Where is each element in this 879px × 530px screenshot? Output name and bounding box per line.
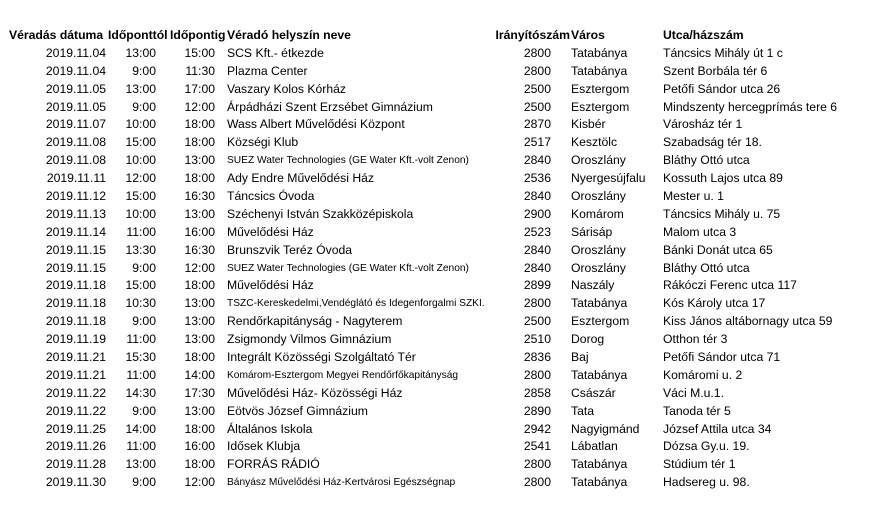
cell-from: 13:30 bbox=[125, 242, 156, 257]
cell-street: Tanoda tér 5 bbox=[663, 403, 731, 418]
cell-place: Széchenyi István Szakközépiskola bbox=[227, 206, 414, 221]
cell-zip: 2800 bbox=[523, 45, 551, 60]
cell-street: Táncsics Mihály u. 75 bbox=[663, 206, 781, 221]
cell-date: 2019.11.26 bbox=[45, 439, 106, 454]
cell-place: Művelődési Ház- Közösségi Ház bbox=[227, 385, 403, 400]
cell-city: Esztergom bbox=[571, 99, 630, 114]
cell-to: 17:30 bbox=[184, 385, 215, 400]
cell-from: 11:00 bbox=[126, 439, 156, 454]
table-row bbox=[0, 242, 879, 260]
cell-street: Kossuth Lajos utca 89 bbox=[663, 171, 783, 186]
cell-place: Árpádházi Szent Erzsébet Gimnázium bbox=[227, 99, 433, 114]
cell-place: Eötvös József Gimnázium bbox=[227, 403, 368, 418]
cell-date: 2019.11.21 bbox=[45, 350, 106, 365]
table-row bbox=[0, 385, 879, 403]
cell-zip: 2500 bbox=[523, 314, 551, 329]
cell-zip: 2541 bbox=[523, 439, 551, 454]
cell-from: 11:00 bbox=[126, 332, 156, 347]
cell-street: Komáromi u. 2 bbox=[663, 367, 743, 382]
cell-city: Tatabánya bbox=[571, 475, 628, 490]
cell-city: Kesztölc bbox=[571, 135, 618, 150]
cell-from: 10:00 bbox=[125, 206, 156, 221]
table-row bbox=[0, 331, 879, 349]
cell-city: Császár bbox=[571, 385, 616, 400]
table-row bbox=[0, 367, 879, 385]
cell-city: Tata bbox=[571, 403, 595, 418]
cell-to: 13:00 bbox=[184, 206, 215, 221]
cell-to: 13:00 bbox=[184, 314, 215, 329]
cell-date: 2019.11.30 bbox=[45, 475, 106, 490]
cell-zip: 2890 bbox=[523, 403, 551, 418]
header-zip: Irányítószám bbox=[495, 28, 570, 42]
table-row bbox=[0, 206, 879, 224]
cell-city: Naszály bbox=[571, 278, 615, 293]
cell-from: 9:00 bbox=[132, 99, 156, 114]
table-row bbox=[0, 474, 879, 492]
cell-from: 15:00 bbox=[125, 189, 156, 204]
table-row bbox=[0, 224, 879, 242]
cell-place: SUEZ Water Technologies (GE Water Kft.-volt Zenon) bbox=[227, 262, 469, 274]
cell-city: Esztergom bbox=[571, 314, 630, 329]
cell-date: 2019.11.12 bbox=[45, 189, 106, 204]
cell-place: Brunszvik Teréz Óvoda bbox=[227, 242, 353, 257]
cell-street: Otthon tér 3 bbox=[663, 332, 728, 347]
cell-street: Mester u. 1 bbox=[663, 189, 724, 204]
cell-zip: 2840 bbox=[523, 260, 551, 275]
cell-city: Oroszlány bbox=[571, 260, 626, 275]
cell-from: 15:00 bbox=[125, 135, 156, 150]
table-row bbox=[0, 99, 879, 117]
blood-donation-table bbox=[0, 27, 879, 492]
header-date: Véradás dátuma bbox=[9, 28, 104, 42]
cell-zip: 2523 bbox=[523, 224, 551, 239]
cell-to: 14:00 bbox=[184, 367, 215, 382]
cell-from: 11:00 bbox=[126, 224, 156, 239]
cell-to: 16:30 bbox=[184, 242, 215, 257]
cell-city: Oroszlány bbox=[571, 153, 626, 168]
cell-city: Oroszlány bbox=[571, 189, 626, 204]
table-row bbox=[0, 116, 879, 134]
cell-street: József Attila utca 34 bbox=[663, 421, 772, 436]
table-row bbox=[0, 403, 879, 421]
cell-place: Vaszary Kolos Kórház bbox=[227, 81, 346, 96]
cell-place: Bányász Művelődési Ház-Kertvárosi Egészségnap bbox=[227, 477, 456, 489]
header-from: Időponttól bbox=[108, 28, 168, 42]
table-header-row bbox=[0, 27, 879, 45]
cell-city: Nagyigmánd bbox=[571, 421, 640, 436]
cell-place: FORRÁS RÁDIÓ bbox=[227, 457, 320, 472]
cell-city: Sárisáp bbox=[571, 224, 613, 239]
table-row bbox=[0, 456, 879, 474]
cell-from: 10:30 bbox=[125, 296, 156, 311]
cell-street: Városház tér 1 bbox=[663, 117, 743, 132]
table-row bbox=[0, 188, 879, 206]
cell-place: Községi Klub bbox=[227, 135, 299, 150]
cell-city: Kisbér bbox=[571, 117, 606, 132]
table-row bbox=[0, 421, 879, 439]
cell-street: Mindszenty hercegprímás tere 6 bbox=[663, 99, 838, 114]
cell-to: 18:00 bbox=[184, 117, 215, 132]
cell-street: Hadsereg u. 98. bbox=[663, 475, 750, 490]
cell-from: 11:00 bbox=[126, 367, 156, 382]
cell-zip: 2800 bbox=[523, 457, 551, 472]
cell-from: 13:00 bbox=[125, 45, 156, 60]
cell-to: 13:00 bbox=[184, 296, 215, 311]
cell-street: Dózsa Gy.u. 19. bbox=[663, 439, 750, 454]
cell-zip: 2517 bbox=[523, 135, 551, 150]
cell-street: Szabadság tér 18. bbox=[663, 135, 762, 150]
cell-city: Tatabánya bbox=[571, 45, 628, 60]
cell-to: 13:00 bbox=[184, 403, 215, 418]
cell-date: 2019.11.08 bbox=[45, 153, 106, 168]
cell-zip: 2500 bbox=[523, 99, 551, 114]
cell-street: Bláthy Ottó utca bbox=[663, 260, 750, 275]
cell-date: 2019.11.07 bbox=[45, 117, 106, 132]
cell-to: 12:00 bbox=[184, 99, 215, 114]
cell-to: 12:00 bbox=[184, 475, 215, 490]
cell-from: 9:00 bbox=[132, 63, 156, 78]
cell-to: 18:00 bbox=[184, 457, 215, 472]
cell-zip: 2800 bbox=[523, 296, 551, 311]
header-city: Város bbox=[571, 28, 605, 42]
cell-place: Táncsics Óvoda bbox=[227, 189, 315, 204]
cell-date: 2019.11.18 bbox=[45, 314, 106, 329]
cell-zip: 2800 bbox=[523, 63, 551, 78]
cell-zip: 2900 bbox=[523, 206, 551, 221]
cell-city: Tatabánya bbox=[571, 457, 628, 472]
cell-street: Kós Károly utca 17 bbox=[663, 296, 766, 311]
cell-zip: 2942 bbox=[523, 421, 551, 436]
cell-to: 12:00 bbox=[184, 260, 215, 275]
cell-place: Művelődési Ház bbox=[227, 224, 314, 239]
cell-date: 2019.11.22 bbox=[45, 385, 106, 400]
cell-place: TSZC-Kereskedelmi,Vendéglátó és Idegenforgalmi SZKI. bbox=[227, 298, 485, 310]
cell-street: Táncsics Mihály út 1 c bbox=[663, 45, 783, 60]
cell-street: Rákóczi Ferenc utca 117 bbox=[663, 278, 797, 293]
cell-place: Rendőrkapitányság - Nagyterem bbox=[227, 314, 403, 329]
cell-to: 16:00 bbox=[184, 439, 215, 454]
cell-to: 18:00 bbox=[184, 278, 215, 293]
table-row bbox=[0, 313, 879, 331]
table-row bbox=[0, 277, 879, 295]
cell-city: Oroszlány bbox=[571, 242, 626, 257]
cell-street: Bláthy Ottó utca bbox=[663, 153, 750, 168]
cell-to: 11:30 bbox=[185, 63, 215, 78]
cell-to: 17:00 bbox=[184, 81, 215, 96]
cell-from: 14:30 bbox=[125, 385, 156, 400]
cell-place: Wass Albert Művelődési Központ bbox=[227, 117, 405, 132]
cell-city: Nyergesújfalu bbox=[571, 171, 646, 186]
table-row bbox=[0, 81, 879, 99]
cell-from: 9:00 bbox=[132, 475, 156, 490]
cell-place: SUEZ Water Technologies (GE Water Kft.-volt Zenon) bbox=[227, 155, 469, 167]
cell-from: 13:00 bbox=[125, 81, 156, 96]
cell-street: Váci M.u.1. bbox=[663, 385, 724, 400]
cell-date: 2019.11.18 bbox=[45, 296, 106, 311]
cell-city: Lábatlan bbox=[571, 439, 618, 454]
cell-place: Komárom-Esztergom Megyei Rendőrfőkapitányság bbox=[227, 369, 459, 381]
header-street: Utca/házszám bbox=[663, 28, 744, 42]
cell-to: 18:00 bbox=[184, 135, 215, 150]
cell-to: 13:00 bbox=[184, 153, 215, 168]
cell-street: Malom utca 3 bbox=[663, 224, 737, 239]
cell-city: Esztergom bbox=[571, 81, 630, 96]
table-body bbox=[0, 45, 879, 492]
cell-place: Integrált Közösségi Szolgáltató Tér bbox=[227, 350, 416, 365]
cell-from: 10:00 bbox=[125, 153, 156, 168]
cell-place: Plazma Center bbox=[227, 63, 308, 78]
table-row bbox=[0, 45, 879, 63]
cell-date: 2019.11.21 bbox=[45, 367, 106, 382]
cell-city: Komárom bbox=[571, 206, 624, 221]
cell-date: 2019.11.22 bbox=[45, 403, 106, 418]
cell-from: 10:00 bbox=[125, 117, 156, 132]
cell-zip: 2500 bbox=[523, 81, 551, 96]
cell-place: Ady Endre Művelődési Ház bbox=[227, 171, 374, 186]
cell-date: 2019.11.05 bbox=[45, 81, 106, 96]
header-to: Időpontig bbox=[170, 28, 226, 42]
cell-date: 2019.11.13 bbox=[45, 206, 106, 221]
cell-street: Petőfi Sándor utca 26 bbox=[663, 81, 781, 96]
cell-date: 2019.11.15 bbox=[45, 242, 106, 257]
cell-zip: 2836 bbox=[523, 350, 551, 365]
cell-zip: 2840 bbox=[523, 242, 551, 257]
cell-from: 9:00 bbox=[132, 260, 156, 275]
cell-from: 9:00 bbox=[132, 403, 156, 418]
cell-to: 16:00 bbox=[184, 224, 215, 239]
cell-date: 2019.11.08 bbox=[45, 135, 106, 150]
table-row bbox=[0, 170, 879, 188]
cell-to: 18:00 bbox=[184, 171, 215, 186]
cell-street: Petőfi Sándor utca 71 bbox=[663, 350, 781, 365]
cell-to: 16:30 bbox=[184, 189, 215, 204]
cell-zip: 2870 bbox=[523, 117, 551, 132]
cell-city: Dorog bbox=[571, 332, 605, 347]
cell-date: 2019.11.05 bbox=[45, 99, 106, 114]
table-row bbox=[0, 63, 879, 81]
cell-from: 14:00 bbox=[125, 421, 156, 436]
cell-zip: 2858 bbox=[523, 385, 551, 400]
cell-zip: 2840 bbox=[523, 189, 551, 204]
cell-date: 2019.11.11 bbox=[46, 171, 106, 186]
cell-to: 13:00 bbox=[184, 332, 215, 347]
header-place: Véradó helyszín neve bbox=[227, 28, 351, 42]
cell-zip: 2800 bbox=[523, 367, 551, 382]
cell-from: 12:00 bbox=[125, 171, 156, 186]
cell-date: 2019.11.14 bbox=[45, 224, 106, 239]
cell-to: 18:00 bbox=[184, 350, 215, 365]
cell-zip: 2899 bbox=[523, 278, 551, 293]
cell-from: 15:30 bbox=[125, 350, 156, 365]
cell-date: 2019.11.04 bbox=[45, 45, 106, 60]
table-row bbox=[0, 260, 879, 278]
cell-place: Idősek Klubja bbox=[227, 439, 301, 454]
cell-to: 18:00 bbox=[184, 421, 215, 436]
cell-city: Tatabánya bbox=[571, 63, 628, 78]
table-row bbox=[0, 295, 879, 313]
cell-zip: 2840 bbox=[523, 153, 551, 168]
cell-from: 9:00 bbox=[132, 314, 156, 329]
cell-date: 2019.11.19 bbox=[45, 332, 106, 347]
cell-from: 15:00 bbox=[125, 278, 156, 293]
cell-place: Zsigmondy Vilmos Gimnázium bbox=[227, 332, 392, 347]
table-row bbox=[0, 349, 879, 367]
cell-zip: 2536 bbox=[523, 171, 551, 186]
cell-street: Stúdium tér 1 bbox=[663, 457, 736, 472]
cell-date: 2019.11.18 bbox=[45, 278, 106, 293]
cell-city: Baj bbox=[571, 350, 589, 365]
cell-date: 2019.11.25 bbox=[45, 421, 106, 436]
cell-to: 15:00 bbox=[184, 45, 215, 60]
cell-city: Tatabánya bbox=[571, 367, 628, 382]
cell-street: Kiss János altábornagy utca 59 bbox=[663, 314, 833, 329]
cell-place: Művelődési Ház bbox=[227, 278, 314, 293]
cell-street: Bánki Donát utca 65 bbox=[663, 242, 773, 257]
cell-date: 2019.11.15 bbox=[45, 260, 106, 275]
table-row bbox=[0, 152, 879, 170]
table-row bbox=[0, 134, 879, 152]
cell-date: 2019.11.28 bbox=[45, 457, 106, 472]
cell-place: SCS Kft.- étkezde bbox=[227, 45, 324, 60]
table-row bbox=[0, 438, 879, 456]
cell-street: Szent Borbála tér 6 bbox=[663, 63, 768, 78]
cell-date: 2019.11.04 bbox=[45, 63, 106, 78]
cell-city: Tatabánya bbox=[571, 296, 628, 311]
cell-zip: 2800 bbox=[523, 475, 551, 490]
cell-zip: 2510 bbox=[523, 332, 551, 347]
cell-from: 13:00 bbox=[125, 457, 156, 472]
cell-place: Általános Iskola bbox=[227, 421, 313, 436]
